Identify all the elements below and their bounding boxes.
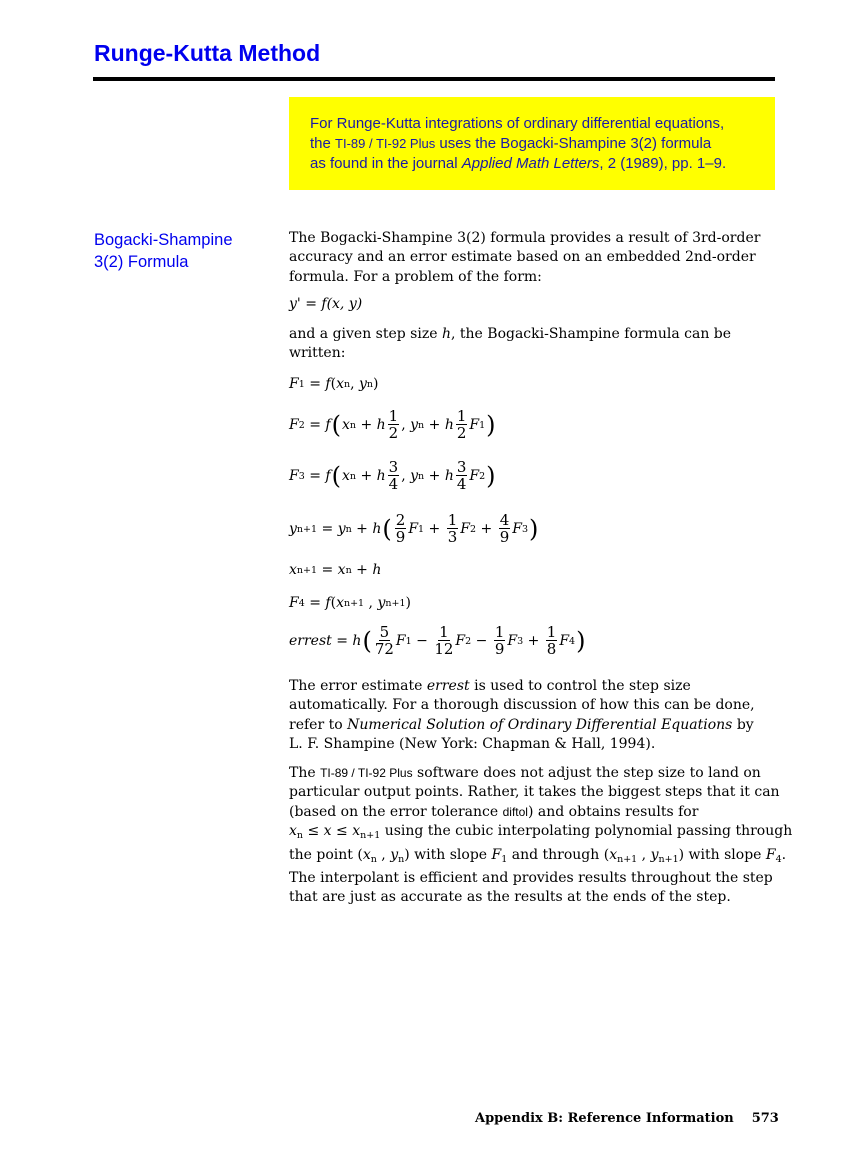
equation-f2: F 2 = f ( x n + h $\frac{1}{2}$ , y n + h $\frac{1}{2}$ F 1 ): [289, 407, 496, 442]
product-name: TI-89 / TI-92 Plus: [320, 766, 413, 780]
equation-ynext: y n+1 = y n + h ( $\frac{2}{9}$ F 1 + $\frac{1}{3}$ F 2 + $\frac{4}{9}$ F 3 ): [289, 511, 539, 546]
book-title: Numerical Solution of Ordinary Differential Equations: [347, 716, 733, 733]
form-equation: y' = f(x, y): [289, 296, 363, 312]
product-name: TI-89 / TI-92 Plus: [335, 136, 436, 151]
equation-f1: F 1 = f ( x n , y n ): [289, 376, 379, 392]
note-box: [289, 97, 775, 190]
equation-errest: errest = h ( $\frac{5}{72}$ F 1 − $\frac{1}{12}$ F 2 − $\frac{1}{9}$ F 3 + $\frac{1}{8}$ F 4 ): [289, 623, 586, 658]
journal-name: Applied Math Letters: [461, 155, 600, 172]
error-paragraph: The error estimate errest is used to control the step size automatically. For a thorough discussion of how this can be done, refer to Numerical Solution of Ordinary Differential Equations by L. F. Shampine (New York: Chapman & Hall, 1994).: [289, 678, 755, 753]
note-line-1: For Runge-Kutta integrations of ordinary differential equations,: [310, 115, 725, 132]
equation-f3: F 3 = f ( x n + h $\frac{3}{4}$ , y n + h $\frac{3}{4}$ F 2 ): [289, 458, 496, 493]
step-paragraph: and a given step size h, the Bogacki-Shampine formula can be written:: [289, 326, 732, 362]
footer-label: Appendix B: Reference Information: [475, 1111, 734, 1126]
page-number: 573: [751, 1111, 779, 1126]
page-title: Runge-Kutta Method: [94, 40, 321, 66]
diftol-variable: diftol: [502, 804, 528, 819]
section-heading: Bogacki-Shampine 3(2) Formula: [94, 231, 233, 271]
note-line-2: the TI-89 / TI-92 Plus uses the Bogacki-Shampine 3(2) formula: [310, 135, 712, 152]
title-rule: [93, 77, 775, 81]
software-paragraph: The TI-89 / TI-92 Plus software does not adjust the step size to land on particular output points. Rather, it takes the biggest steps that it can (based on the error tolerance diftol) and obtains results for $x_n \le x \le x_{n+1}$ using the cubic interpolating polynomial passing through the point ($x_n$ , $y_n$) with slope $F_1$ and through ($x_{n+1}$ , $y_{n+1}$) with slope $F_4$. The interpolant is efficient and provides results throughout the step that are just as accurate as the results at the ends of the step.: [289, 765, 793, 906]
intro-paragraph: The Bogacki-Shampine 3(2) formula provides a result of 3rd-order accuracy and an error estimate based on an embedded 2nd-order formula. For a problem of the form:: [289, 230, 761, 285]
equation-f4: F 4 = f ( x n+1 , y n+1 ): [289, 595, 411, 611]
equation-xnext: x n+1 = x n + h: [289, 562, 382, 578]
note-line-3: as found in the journal Applied Math Letters, 2 (1989), pp. 1–9.: [310, 155, 727, 172]
page-footer: [475, 1111, 779, 1126]
